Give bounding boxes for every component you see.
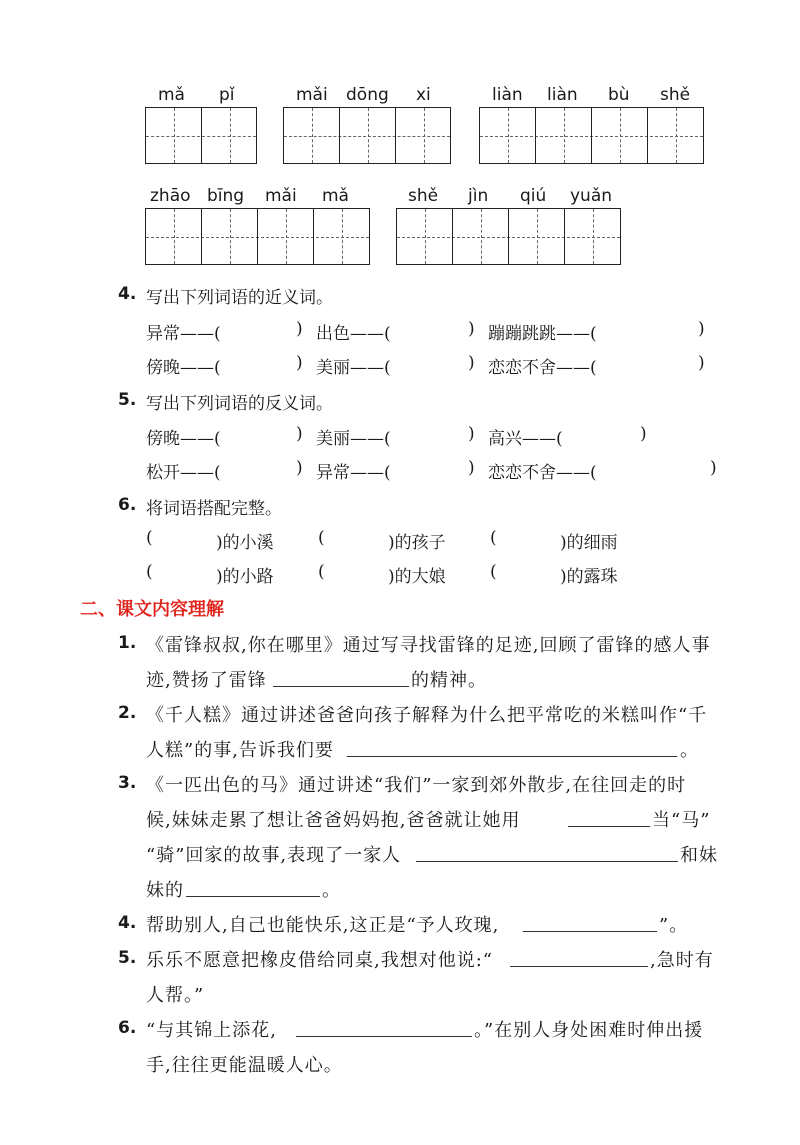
- phrase-suffix: )的孩子: [388, 533, 446, 553]
- word-prompt: 松开——(: [146, 463, 221, 483]
- word-prompt: 傍晚——(: [146, 358, 221, 378]
- question-text: 候,妹妹走累了想让爸爸妈妈抱,爸爸就让她用: [146, 810, 521, 831]
- answer-blank[interactable]: [416, 845, 678, 862]
- word-prompt: 恋恋不舍——(: [488, 358, 597, 378]
- question-text: 。”在别人身处困难时伸出援: [474, 1020, 704, 1041]
- pinyin-syllable: bù: [608, 85, 630, 105]
- answer-blank[interactable]: [510, 950, 648, 967]
- word-prompt: 蹦蹦跳跳——(: [488, 324, 597, 344]
- word-prompt: 美丽——(: [316, 358, 391, 378]
- question-text: 手,往往更能温暖人心。: [146, 1055, 343, 1076]
- pinyin-syllable: jìn: [468, 186, 489, 206]
- question-text: 《千人糕》通过讲述爸爸向孩子解释为什么把平常吃的米糕叫作“千: [146, 705, 708, 726]
- question-number: 6.: [118, 495, 137, 515]
- bracket-open: (: [318, 562, 325, 582]
- question-title: 将词语搭配完整。: [146, 499, 282, 519]
- pinyin-syllable: pǐ: [219, 85, 235, 105]
- pinyin-syllable: shě: [408, 186, 439, 206]
- question-text: “骑”回家的故事,表现了一家人: [146, 845, 402, 866]
- question-number: 5.: [118, 948, 137, 968]
- question-text: 《一匹出色的马》通过讲述“我们”一家到郊外散步,在往回走的时: [146, 775, 687, 796]
- question-text: 和妹: [680, 845, 718, 866]
- word-prompt: 异常——(: [316, 463, 391, 483]
- pinyin-syllable: shě: [660, 85, 691, 105]
- question-text: 迹,赞扬了雷锋: [146, 670, 267, 691]
- bracket-close: ): [468, 458, 475, 478]
- pinyin-syllable: yuǎn: [570, 186, 613, 206]
- bracket-close: ): [296, 424, 303, 444]
- word-prompt: 美丽——(: [316, 429, 391, 449]
- question-number: 3.: [118, 773, 137, 793]
- question-number: 4.: [118, 284, 137, 304]
- bracket-close: ): [710, 458, 717, 478]
- bracket-close: ): [296, 353, 303, 373]
- phrase-suffix: )的细雨: [560, 533, 618, 553]
- question-text: ,急时有: [650, 950, 714, 971]
- bracket-open: (: [146, 562, 153, 582]
- phrase-suffix: )的小路: [216, 567, 274, 587]
- section-title: 二、课文内容理解: [80, 599, 224, 620]
- pinyin-syllable: liàn: [492, 85, 523, 105]
- pinyin-syllable: zhāo: [150, 186, 191, 206]
- answer-blank[interactable]: [523, 915, 657, 932]
- writing-grid[interactable]: [145, 208, 370, 265]
- bracket-close: ): [698, 319, 705, 339]
- question-number: 6.: [118, 1018, 137, 1038]
- pinyin-syllable: mǎ: [322, 186, 349, 206]
- answer-blank[interactable]: [347, 740, 677, 757]
- bracket-close: ): [468, 353, 475, 373]
- writing-grid[interactable]: [479, 107, 704, 164]
- word-prompt: 异常——(: [146, 324, 221, 344]
- question-number: 1.: [118, 633, 137, 653]
- word-prompt: 恋恋不舍——(: [488, 463, 597, 483]
- question-text: 当“马”: [652, 810, 711, 831]
- bracket-open: (: [146, 528, 153, 548]
- question-text: 的精神。: [411, 670, 487, 691]
- question-text: 帮助别人,自己也能快乐,这正是“予人玫瑰,: [146, 915, 500, 936]
- bracket-close: ): [640, 424, 647, 444]
- question-number: 5.: [118, 390, 137, 410]
- pinyin-syllable: mǎi: [265, 186, 297, 206]
- pinyin-syllable: mǎi: [296, 85, 328, 105]
- bracket-open: (: [318, 528, 325, 548]
- bracket-open: (: [490, 528, 497, 548]
- question-text: “与其锦上添花,: [146, 1020, 277, 1041]
- writing-grid[interactable]: [396, 208, 621, 265]
- writing-grid[interactable]: [145, 107, 257, 164]
- pinyin-syllable: mǎ: [158, 85, 185, 105]
- bracket-close: ): [296, 458, 303, 478]
- question-number: 4.: [118, 913, 137, 933]
- question-text: 人糕”的事,告诉我们要: [146, 740, 334, 761]
- writing-grid[interactable]: [283, 107, 451, 164]
- question-text: 乐乐不愿意把橡皮借给同桌,我想对他说:“: [146, 950, 493, 971]
- question-text: 。: [322, 880, 341, 901]
- pinyin-syllable: dōng: [346, 85, 389, 105]
- question-title: 写出下列词语的反义词。: [146, 394, 333, 414]
- bracket-close: ): [296, 319, 303, 339]
- question-text: 人帮。”: [146, 985, 205, 1006]
- answer-blank[interactable]: [296, 1020, 472, 1037]
- answer-blank[interactable]: [273, 670, 409, 687]
- bracket-close: ): [468, 319, 475, 339]
- pinyin-syllable: qiú: [520, 186, 547, 206]
- question-number: 2.: [118, 703, 137, 723]
- phrase-suffix: )的大娘: [388, 567, 446, 587]
- pinyin-syllable: bīng: [207, 186, 245, 206]
- phrase-suffix: )的小溪: [216, 533, 274, 553]
- question-text: ”。: [659, 915, 689, 936]
- word-prompt: 傍晚——(: [146, 429, 221, 449]
- question-title: 写出下列词语的近义词。: [146, 288, 333, 308]
- bracket-close: ): [698, 353, 705, 373]
- question-text: 《雷锋叔叔,你在哪里》通过写寻找雷锋的足迹,回顾了雷锋的感人事: [146, 635, 711, 656]
- answer-blank[interactable]: [568, 810, 650, 827]
- answer-blank[interactable]: [186, 880, 320, 897]
- word-prompt: 高兴——(: [488, 429, 563, 449]
- pinyin-syllable: xi: [416, 85, 431, 105]
- word-prompt: 出色——(: [316, 324, 391, 344]
- question-text: 妹的: [146, 880, 184, 901]
- question-text: 。: [680, 740, 699, 761]
- pinyin-syllable: liàn: [547, 85, 578, 105]
- phrase-suffix: )的露珠: [560, 567, 618, 587]
- bracket-open: (: [490, 562, 497, 582]
- bracket-close: ): [468, 424, 475, 444]
